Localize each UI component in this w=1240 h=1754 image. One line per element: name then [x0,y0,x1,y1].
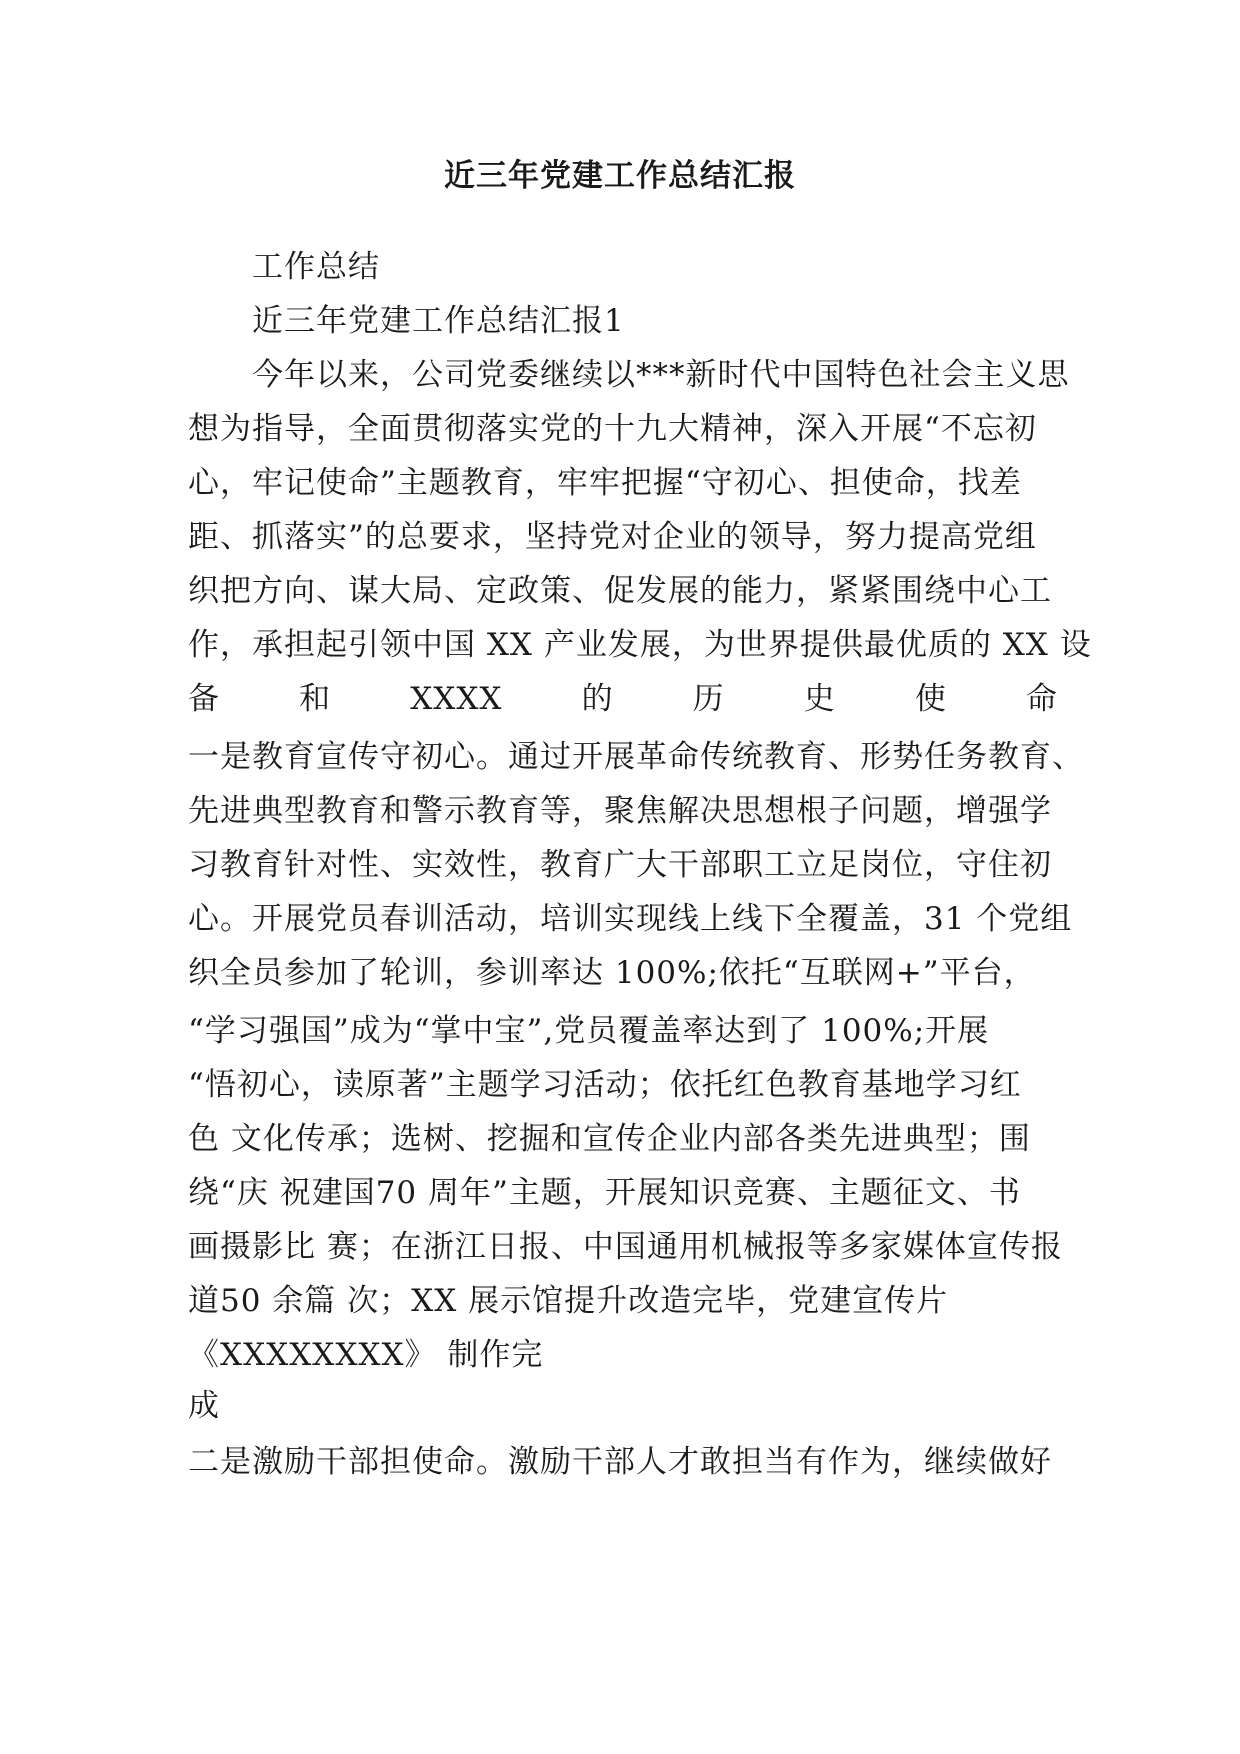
category-label: 工作总结 [252,249,380,285]
paragraph-line: 绕“庆 祝建国70 周年”主题，开展知识竞赛、主题征文、书 [188,1175,1021,1211]
paragraph-line: 距、抓落实”的总要求，坚持党对企业的领导，努力提高党组 [188,519,1037,555]
paragraph-line: 习教育针对性、实效性，教育广大干部职工立足岗位，守住初 [188,847,1052,883]
spaced-word: 的 [581,681,614,717]
spaced-word: 备 [188,681,220,717]
paragraph-line: 作，承担起引领中国 XX 产业发展，为世界提供最优质的 XX 设 [188,627,1092,663]
paragraph-line: 想为指导，全面贯彻落实党的十九大精神，深入开展“不忘初 [188,411,1037,447]
paragraph-line: 色 文化传承；选树、挖掘和宣传企业内部各类先进典型；围 [188,1121,1031,1157]
paragraph-line: 先进典型教育和警示教育等，聚焦解决思想根子问题，增强学 [188,793,1052,829]
document-title: 近三年党建工作总结汇报 [444,158,796,194]
paragraph-line: 织全员参加了轮训，参训率达 100%;依托“互联网+”平台， [188,955,1036,991]
paragraph-line: 画摄影比 赛；在浙江日报、中国通用机械报等多家媒体宣传报 [188,1229,1063,1265]
paragraph-line: 二是激励干部担使命。激励干部人才敢担当有作为，继续做好 [188,1444,1052,1480]
paragraph-line: 成 [188,1388,220,1424]
spaced-word: XXXX [410,681,503,717]
paragraph-line: “悟初心，读原著”主题学习活动；依托红色教育基地学习红 [188,1067,1022,1103]
paragraph-line: 心，牢记使命”主题教育，牢牢把握“守初心、担使命，找差 [188,465,1022,501]
spaced-word: 和 [299,681,332,717]
spaced-word: 使 [914,681,947,717]
paragraph-line-spaced [188,679,1058,719]
paragraph-line: 一是教育宣传守初心。通过开展革命传统教育、形势任务教育、 [188,739,1084,775]
paragraph-line: 织把方向、谋大局、定政策、促发展的能力，紧紧围绕中心工 [188,573,1052,609]
paragraph-line: 《XXXXXXXX》 制作完 [188,1337,544,1373]
spaced-word: 命 [1025,681,1058,717]
paragraph-line: “学习强国”成为“掌中宝”,党员覆盖率达到了 100%;开展 [188,1013,990,1049]
paragraph-line: 今年以来，公司党委继续以***新时代中国特色社会主义思 [252,357,1070,393]
spaced-word: 历 [692,681,725,717]
section-heading: 近三年党建工作总结汇报1 [252,303,625,339]
spaced-word: 史 [803,681,836,717]
paragraph-line: 心。开展党员春训活动，培训实现线上线下全覆盖，31 个党组 [188,901,1073,937]
paragraph-line: 道50 余篇 次；XX 展示馆提升改造完毕，党建宣传片 [188,1283,949,1319]
